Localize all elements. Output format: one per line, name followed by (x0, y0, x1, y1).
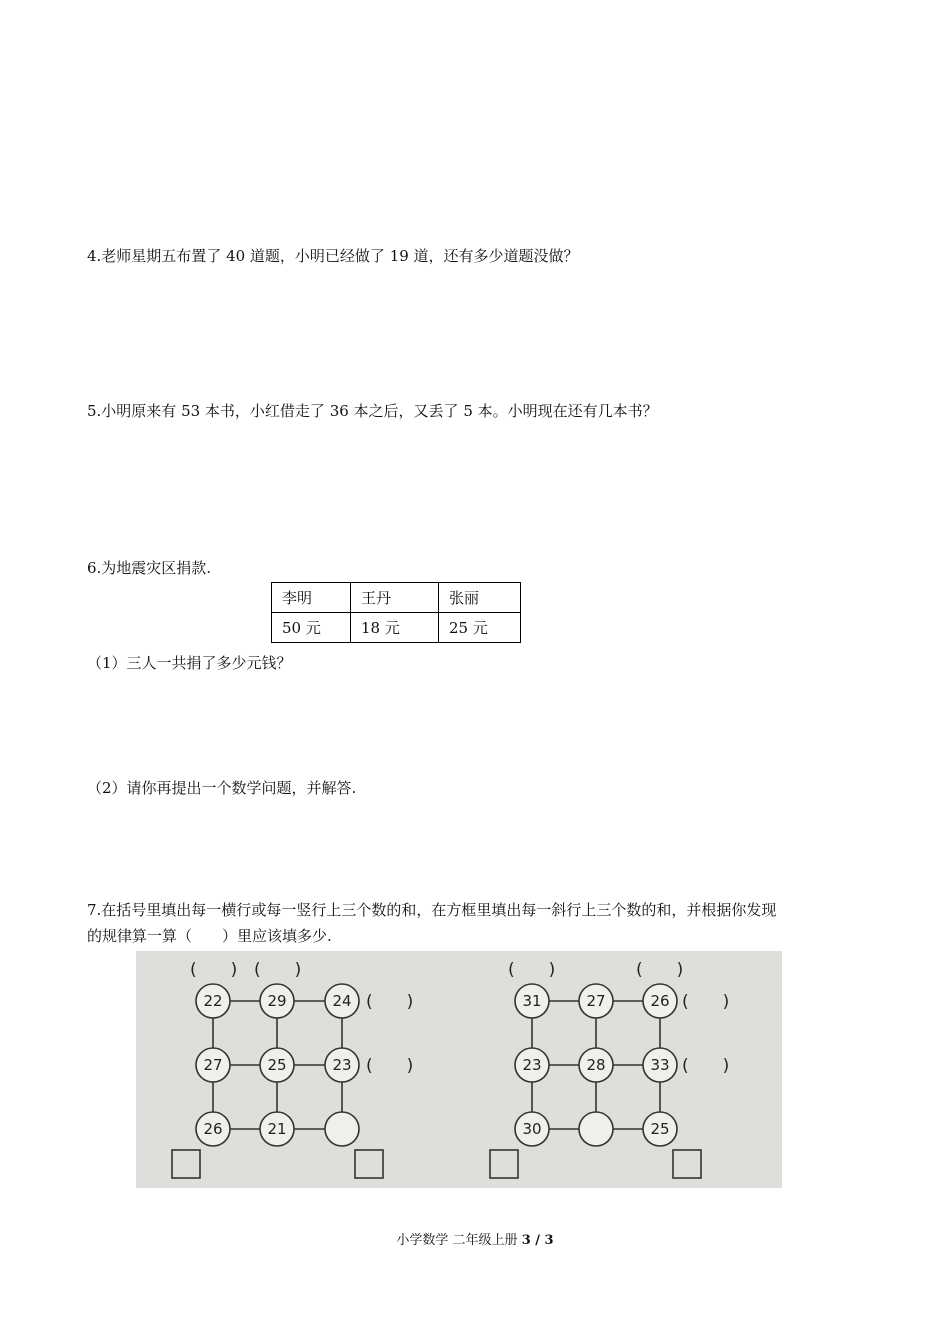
circle-number: 33 (650, 1056, 670, 1074)
empty-circle (325, 1112, 359, 1146)
circle-number: 25 (650, 1120, 670, 1138)
table-row (272, 583, 521, 613)
question-4: 4.老师星期五布置了 40 道题，小明已经做了 19 道，还有多少道题没做？ (87, 247, 579, 265)
answer-box (355, 1150, 383, 1178)
circle-number: 24 (332, 992, 352, 1010)
circle-number: 29 (267, 992, 287, 1010)
table-cell: 25 元 (439, 613, 521, 643)
side-paren: ( ) (366, 1056, 414, 1076)
side-paren: ( ) (682, 1056, 730, 1076)
circle-number: 27 (203, 1056, 223, 1074)
answer-box (172, 1150, 200, 1178)
circle-number: 22 (203, 992, 223, 1010)
top-paren: ( ) (254, 960, 302, 980)
answer-box (673, 1150, 701, 1178)
circle-number: 21 (267, 1120, 287, 1138)
table-cell: 张丽 (439, 583, 521, 613)
top-paren: ( ) (190, 960, 238, 980)
circle-number: 27 (586, 992, 606, 1010)
question-7 (87, 897, 867, 949)
table-cell: 王丹 (351, 583, 439, 613)
question-6: 6.为地震灾区捐款. (87, 559, 212, 577)
top-paren: ( ) (636, 960, 684, 980)
circle-number: 31 (522, 992, 542, 1010)
circle-number: 30 (522, 1120, 542, 1138)
question-7-line-1: 7.在括号里填出每一横行或每一竖行上三个数的和，在方框里填出每一斜行上三个数的和，并根据你发现 (87, 901, 777, 919)
table-row (272, 613, 521, 643)
circle-number: 28 (586, 1056, 606, 1074)
donation-table (271, 582, 521, 643)
puzzle-photo (136, 951, 782, 1188)
circle-number: 26 (650, 992, 670, 1010)
side-paren: ( ) (366, 992, 414, 1012)
question-7-line-2: 的规律算一算（ ）里应该填多少. (87, 927, 332, 945)
question-6-part-1: （1）三人一共捐了多少元钱？ (87, 654, 292, 672)
question-5: 5.小明原来有 53 本书，小红借走了 36 本之后，又丢了 5 本。小明现在还有几本书？ (87, 402, 658, 420)
footer-subject: 小学数学 二年级上册 (396, 1233, 522, 1248)
circle-number: 26 (203, 1120, 223, 1138)
page-number: 3 / 3 (521, 1233, 554, 1248)
circle-number: 23 (332, 1056, 352, 1074)
circle-number: 25 (267, 1056, 287, 1074)
table-cell: 18 元 (351, 613, 439, 643)
question-6-part-2: （2）请你再提出一个数学问题，并解答. (87, 779, 357, 797)
table-cell: 50 元 (272, 613, 351, 643)
side-paren: ( ) (682, 992, 730, 1012)
table-cell: 李明 (272, 583, 351, 613)
answer-box (490, 1150, 518, 1178)
page-footer (0, 1229, 950, 1248)
circle-number: 23 (522, 1056, 542, 1074)
top-paren: ( ) (508, 960, 556, 980)
empty-circle (579, 1112, 613, 1146)
